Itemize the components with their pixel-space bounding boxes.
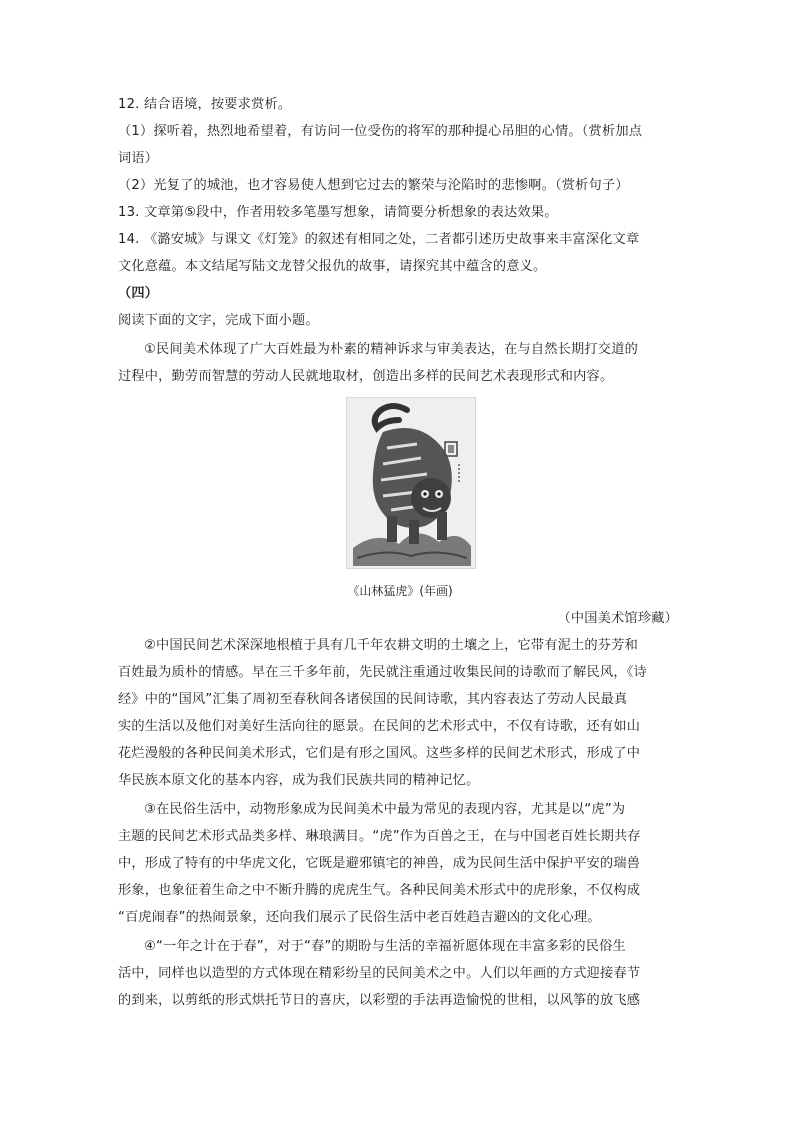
figure-credit: （中国美术馆珍藏） bbox=[557, 611, 678, 626]
paragraph-2-line: 花烂漫般的各种民间美术形式，它们是有形之国风。这些多样的民间艺术形式，形成了中 bbox=[118, 746, 641, 761]
paragraph-3-line: ③在民俗生活中，动物形象成为民间美术中最为常见的表现内容，尤其是以“虎”为 bbox=[144, 802, 626, 817]
paragraph-2-line: 经》中的“国风”汇集了周初至春秋间各诸侯国的民间诗歌，其内容表达了劳动人民最真 bbox=[118, 692, 628, 707]
question-12-part1: （1）探听着，热烈地希望着，有访问一位受伤的将军的那种提心吊胆的心情。（赏析加点 bbox=[118, 124, 643, 139]
paragraph-3-line: 形象，也象征着生命之中不断升腾的虎虎生气。各种民间美术形式中的虎形象，不仅构成 bbox=[118, 883, 641, 898]
paragraph-4-line: 活中，同样也以造型的方式体现在精彩纷呈的民间美术之中。人们以年画的方式迎接春节 bbox=[118, 966, 641, 981]
figure-caption: 《山林猛虎》(年画) bbox=[347, 584, 453, 598]
tiger-illustration-icon bbox=[347, 398, 475, 568]
paragraph-3-line: 中，形成了特有的中华虎文化，它既是避邪镇宅的神兽，成为民间生活中保护平安的瑞兽 bbox=[118, 856, 641, 871]
paragraph-1-line: ①民间美术体现了广大百姓最为朴素的精神诉求与审美表达，在与自然长期打交道的 bbox=[144, 342, 638, 357]
paragraph-2-line: 百姓最为质朴的情感。早在三千多年前，先民就注重通过收集民间的诗歌而了解民风，《诗 bbox=[118, 665, 647, 680]
paragraph-3-line: 主题的民间艺术形式品类多样、琳琅满目。“虎”作为百兽之王，在与中国老百姓长期共存 bbox=[118, 829, 641, 844]
paragraph-2-line: ②中国民间艺术深深地根植于具有几千年农耕文明的土壤之上，它带有泥土的芬芳和 bbox=[144, 638, 638, 653]
paragraph-3-line: “百虎闹春”的热闹景象，还向我们展示了民俗生活中老百姓趋吉避凶的文化心理。 bbox=[118, 910, 601, 925]
paragraph-2-line: 实的生活以及他们对美好生活向往的愿景。在民间的艺术形式中，不仅有诗歌，还有如山 bbox=[118, 719, 641, 734]
paragraph-4-line: ④“一年之计在于春”，对于“春”的期盼与生活的幸福祈愿体现在丰富多彩的民俗生 bbox=[144, 939, 626, 954]
question-13: 13. 文章第⑤段中，作者用较多笔墨写想象，请简要分析想象的表达效果。 bbox=[118, 205, 558, 220]
question-12-part2: （2）光复了的城池，也才容易使人想到它过去的繁荣与沦陷时的悲惨啊。（赏析句子） bbox=[118, 178, 629, 193]
question-14: 14. 《潞安城》与课文《灯笼》的叙述有相同之处，二者都引述历史故事来丰富深化文章 bbox=[118, 232, 640, 247]
paragraph-1-line: 过程中，勤劳而智慧的劳动人民就地取材，创造出多样的民间艺术表现形式和内容。 bbox=[118, 369, 614, 384]
question-14-cont: 文化意蕴。本文结尾写陆文龙替父报仇的故事，请探究其中蕴含的意义。 bbox=[118, 259, 547, 274]
section-heading: （四） bbox=[118, 286, 159, 301]
paragraph-2-line: 华民族本原文化的基本内容，成为我们民族共同的精神记忆。 bbox=[118, 773, 480, 788]
question-12: 12. 结合语境，按要求赏析。 bbox=[118, 97, 292, 112]
instruction: 阅读下面的文字，完成下面小题。 bbox=[118, 313, 319, 328]
question-12-part1-cont: 词语） bbox=[118, 151, 159, 166]
tiger-painting-image bbox=[346, 397, 476, 569]
paragraph-4-line: 的到来，以剪纸的形式烘托节日的喜庆，以彩塑的手法再造愉悦的世相，以风筝的放飞感 bbox=[118, 993, 641, 1008]
